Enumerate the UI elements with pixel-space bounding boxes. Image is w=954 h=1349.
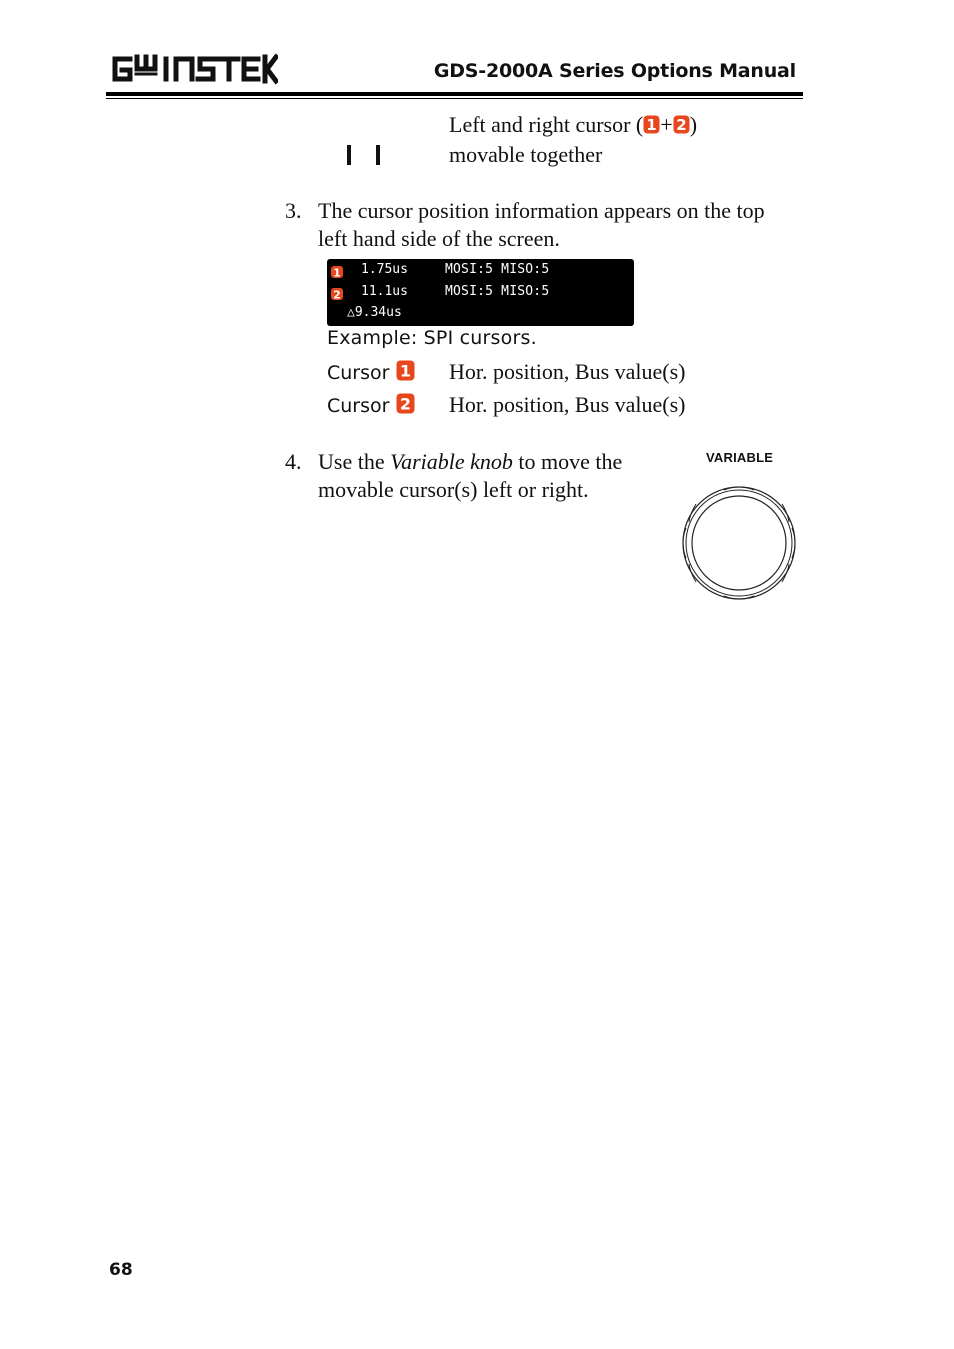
readout-2-bus: MOSI:5 MISO:5: [445, 284, 550, 299]
screen-cursor-2-icon: [331, 287, 343, 299]
svg-text:1: 1: [399, 361, 411, 381]
step-4-number: 4.: [285, 449, 302, 474]
step-3-text: The cursor position information appears on the top left hand side of the screen.: [318, 198, 765, 251]
svg-text:1: 1: [333, 266, 341, 278]
header-rule-thick: [106, 92, 803, 96]
cursor-2-badge-icon: [396, 393, 415, 419]
gw-instek-logo: [108, 52, 278, 86]
cursor-1-label: Cursor: [327, 362, 390, 384]
cursor-mode-suffix: ): [689, 112, 698, 137]
screen-cursor-1-icon: [331, 265, 343, 277]
readout-delta: △9.34us: [347, 305, 402, 320]
step-4-text-before: Use the: [318, 449, 391, 474]
cursor-mode-prefix: Left and right cursor (: [449, 112, 644, 137]
step-3-number: 3.: [285, 198, 302, 223]
figure-caption: Example: SPI cursors.: [327, 327, 537, 349]
readout-1-bus: MOSI:5 MISO:5: [445, 262, 550, 277]
page-number: 68: [109, 1260, 133, 1280]
document-title: GDS-2000A Series Options Manual: [433, 60, 796, 82]
svg-text:1: 1: [646, 116, 657, 134]
logo-icon: [108, 52, 278, 86]
readout-row-1: [327, 260, 634, 280]
cursor-1-badge-icon: [396, 360, 415, 386]
variable-knob-term: Variable knob: [390, 449, 513, 474]
header-rule-thin: [106, 98, 803, 99]
variable-knob-label: VARIABLE: [706, 450, 774, 465]
cursor-2-badge-icon: [673, 113, 690, 141]
readout-row-delta: [327, 303, 634, 323]
cursor-mode-description: [449, 111, 779, 169]
svg-text:2: 2: [399, 394, 411, 414]
cursor-2-label-row: [327, 393, 415, 419]
readout-1-time: 1.75us: [361, 262, 408, 277]
cursor-1-badge-icon: [643, 113, 660, 141]
cursor-1-label-row: [327, 360, 415, 386]
variable-knob-icon[interactable]: [680, 484, 798, 602]
svg-text:2: 2: [333, 288, 341, 300]
step-4-text: [318, 448, 668, 504]
readout-2-time: 11.1us: [361, 284, 408, 299]
cursor-mode-plus: +: [660, 112, 673, 137]
dual-cursor-bars-icon: [344, 144, 384, 166]
cursor-1-description: Hor. position, Bus value(s): [449, 359, 686, 384]
spi-cursor-readout-screen: [327, 259, 634, 326]
cursor-2-label: Cursor: [327, 395, 390, 417]
step-4-text-after: to move the movable cursor(s) left or right.: [318, 449, 623, 502]
readout-row-2: [327, 282, 634, 302]
cursor-2-description: Hor. position, Bus value(s): [449, 392, 686, 417]
cursor-mode-line2: movable together: [449, 142, 603, 167]
svg-text:2: 2: [675, 116, 687, 134]
